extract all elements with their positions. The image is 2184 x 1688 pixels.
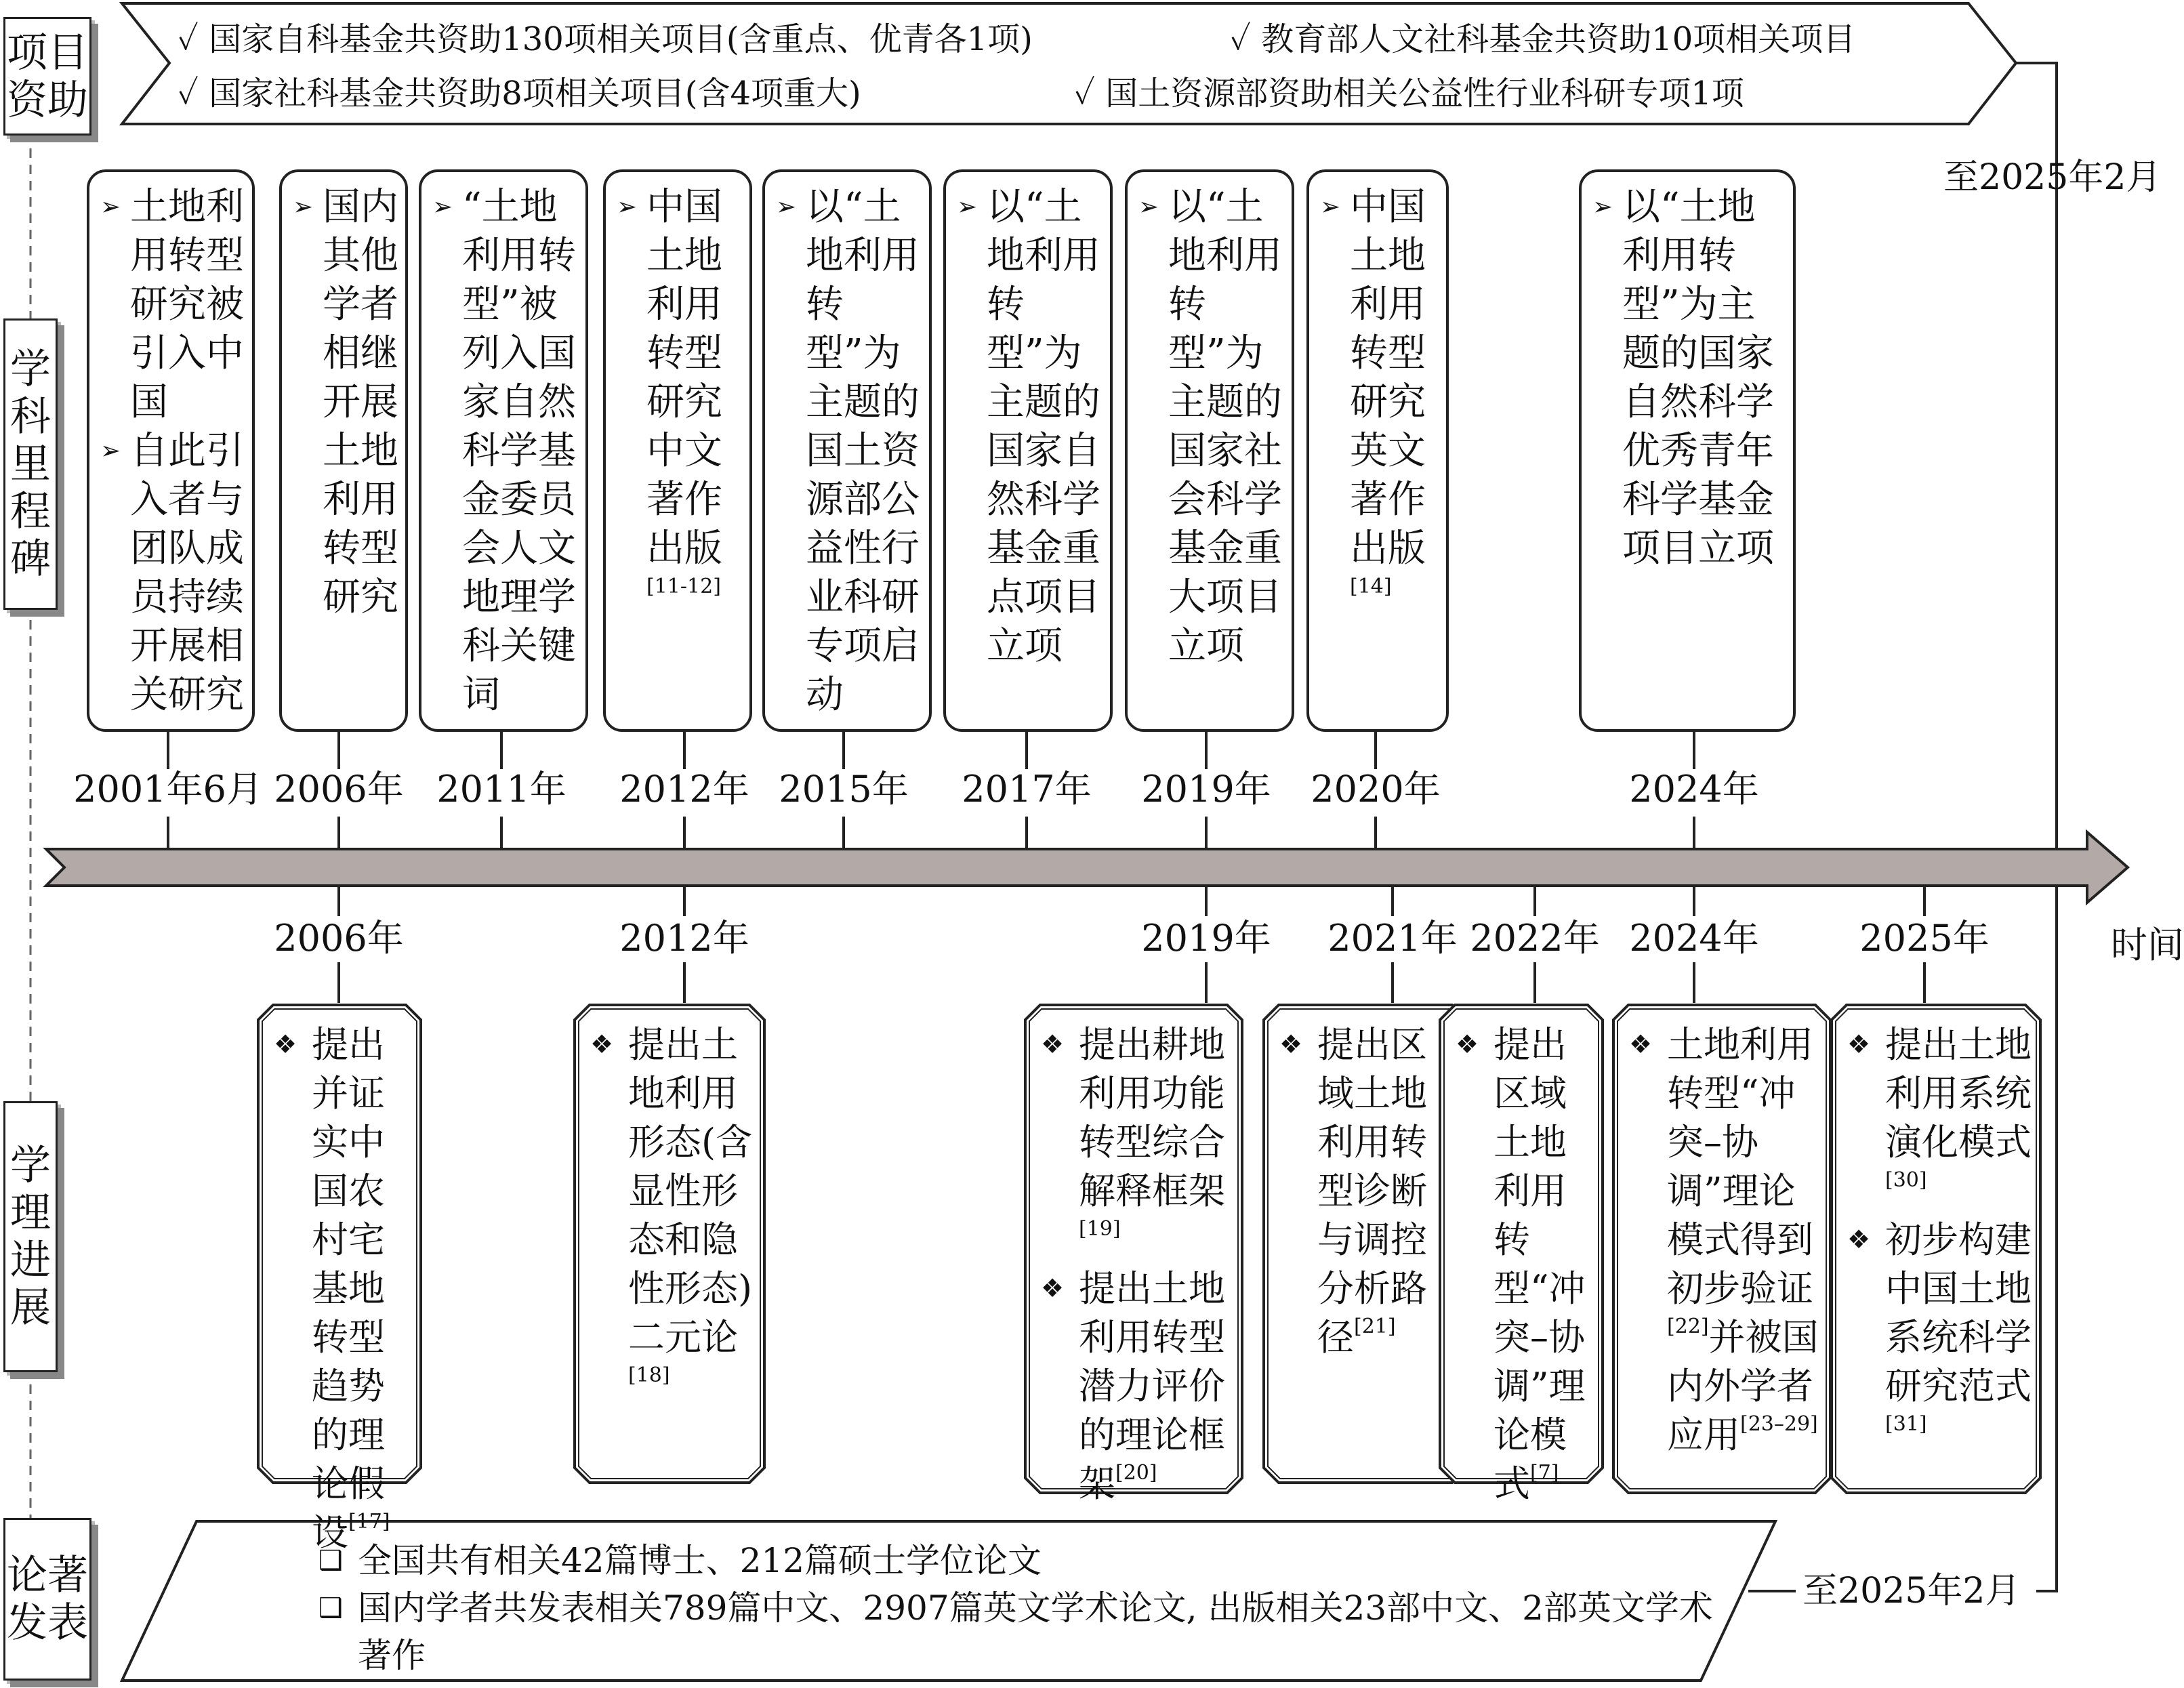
box-item-text [806, 183, 922, 720]
milestone-year: 2024年 [1629, 768, 1759, 810]
theory-year: 2022年 [1470, 917, 1600, 960]
pub-text: 全国共有相关42篇博士、212篇硕士学位论文 [358, 1541, 1042, 1580]
milestone-year: 2019年 [1141, 768, 1271, 810]
milestone-year: 2017年 [962, 768, 1092, 810]
theory-box [1438, 1003, 1601, 1505]
theory-year: 2019年 [1141, 917, 1271, 960]
box-item [100, 427, 245, 720]
item-text: 以“土地利用转型”为主题的国家自然科学基金重点项目立项 [987, 185, 1100, 668]
citation: [7] [1530, 1461, 1559, 1485]
item-text: 以“土地利用转型”为主题的国家自然科学优秀青年科学基金项目立项 [1622, 185, 1774, 571]
theory-box [1611, 1003, 1828, 1491]
box-item [100, 183, 245, 427]
theory-year: 2012年 [619, 917, 749, 960]
box-item [1279, 1021, 1458, 1362]
box-item [1320, 183, 1439, 622]
diamond-bullet-icon: ❖ [1847, 1224, 1871, 1254]
item-text: 提出耕地利用功能转型综合解释框架 [1079, 1023, 1225, 1212]
theory-box [1023, 1003, 1240, 1505]
funding-until: 至2025年2月 [1943, 157, 2162, 198]
pub-item [318, 1584, 1728, 1679]
timeline-arrow [46, 832, 2128, 903]
box-item [1847, 1021, 2032, 1216]
box-item-text [646, 183, 743, 622]
box-item [1592, 183, 1786, 573]
item-text: 中国土地利用转型研究英文著作出版 [1350, 185, 1426, 571]
item-text: 初步构建中国土地系统科学研究范式 [1885, 1218, 2032, 1407]
box-item-text [462, 183, 579, 720]
box-item [776, 183, 922, 720]
box-item-text [1885, 1216, 2032, 1460]
funding-text: 国土资源部资助相关公益性行业科研专项1项 [1105, 75, 1744, 112]
label-char: 学 [10, 1142, 51, 1189]
citation: [11-12] [646, 575, 721, 598]
milestone-year: 2001年6月 [73, 768, 263, 810]
label-char: 资助 [7, 76, 88, 124]
arrow-bullet-icon: ➢ [293, 193, 314, 221]
funding-item [1074, 73, 1744, 114]
box-item [1629, 1021, 1821, 1460]
diamond-bullet-icon: ❖ [1847, 1029, 1871, 1059]
diamond-bullet-icon: ❖ [1041, 1029, 1065, 1059]
milestone-year: 2011年 [436, 768, 566, 810]
box-item-text [1079, 1264, 1233, 1508]
milestone-year: 2012年 [619, 768, 749, 810]
section-label-funding [3, 17, 91, 136]
theory-year: 2024年 [1629, 917, 1759, 960]
milestone-box [419, 169, 588, 732]
item-text: 以“土地利用转型”为主题的国土资源部公益性行业科研专项启动 [806, 185, 920, 717]
milestone-box [1579, 169, 1796, 732]
check-icon: ✓ [178, 20, 209, 58]
axis-label: 时间 [2111, 924, 2184, 966]
milestone-year: 2020年 [1311, 768, 1441, 810]
citation: [30] [1885, 1168, 1927, 1192]
diamond-bullet-icon: ❖ [1629, 1029, 1653, 1059]
label-char: 项目 [7, 28, 88, 77]
item-text: 国内其他学者相继开展土地利用转型研究 [323, 185, 398, 619]
milestone-box [943, 169, 1113, 732]
milestone-box [762, 169, 932, 732]
square-bullet-icon: ❑ [318, 1592, 343, 1624]
box-item [274, 1021, 412, 1557]
box-item [293, 183, 398, 622]
theory-year: 2006年 [274, 917, 404, 960]
theory-year: 2025年 [1859, 917, 1990, 960]
theory-box [256, 1003, 419, 1554]
funding-item [178, 73, 861, 114]
funding-item [178, 19, 1033, 60]
item-text: 提出土地利用形态(含显性形态和隐性形态)二元论 [628, 1023, 753, 1359]
check-icon: ✓ [1230, 20, 1262, 58]
box-item-text [323, 183, 398, 622]
diamond-bullet-icon: ❖ [1456, 1029, 1479, 1059]
box-item-text [1885, 1021, 2032, 1216]
section-label-publications [3, 1518, 91, 1681]
box-item-text [1079, 1021, 1233, 1264]
citation: [20] [1115, 1461, 1157, 1485]
arrow-bullet-icon: ➢ [1138, 193, 1159, 221]
arrow-bullet-icon: ➢ [617, 193, 638, 221]
label-char: 里 [10, 440, 51, 488]
milestone-box [603, 169, 752, 732]
item-text: 以“土地利用转型”为主题的国家社会科学基金重大项目立项 [1168, 185, 1282, 668]
item-text: “土地利用转型”被列入国家自然科学基金委员会人文地理学科关键词 [462, 185, 576, 717]
box-item-text [1622, 183, 1786, 573]
milestone-box [1306, 169, 1449, 732]
box-item-text [1317, 1021, 1458, 1362]
box-item [1041, 1021, 1233, 1264]
milestone-box [87, 169, 255, 732]
arrow-bullet-icon: ➢ [1592, 193, 1613, 221]
check-icon: ✓ [1074, 75, 1106, 112]
item-text-tail: 并被国内外学者应用 [1667, 1316, 1819, 1456]
box-item-text [1350, 183, 1439, 622]
arrow-bullet-icon: ➢ [432, 193, 453, 221]
label-char: 发表 [7, 1599, 88, 1647]
label-char: 理 [10, 1189, 51, 1237]
citation: [14] [1350, 575, 1392, 598]
box-item [1041, 1264, 1233, 1508]
box-item-text [987, 183, 1103, 671]
box-item [432, 183, 579, 720]
item-text: 提出区域土地利用转型诊断与调控分析路径 [1317, 1023, 1427, 1359]
arrow-bullet-icon: ➢ [100, 437, 121, 465]
arrow-bullet-icon: ➢ [957, 193, 978, 221]
box-item [1138, 183, 1285, 671]
label-char: 展 [10, 1284, 51, 1332]
box-item [1847, 1216, 2032, 1460]
pub-text: 国内学者共发表相关789篇中文、2907篇英文学术论文, 出版相关23部中文、2部英文学术著作 [358, 1588, 1713, 1675]
diamond-bullet-icon: ❖ [590, 1029, 614, 1059]
box-item-text [1168, 183, 1285, 671]
citation: [23–29] [1740, 1412, 1818, 1436]
box-item-text [130, 427, 245, 720]
citation: [18] [628, 1363, 670, 1387]
citation: [21] [1354, 1315, 1396, 1338]
section-label-milestones [3, 318, 58, 610]
label-char: 碑 [10, 535, 51, 583]
citation: [19] [1079, 1217, 1121, 1241]
item-text: 提出土地利用系统演化模式 [1885, 1023, 2032, 1164]
box-item-text [312, 1021, 412, 1557]
theory-box [1262, 1003, 1465, 1481]
diamond-bullet-icon: ❖ [1041, 1273, 1065, 1303]
item-text: 提出土地利用转型潜力评价的理论框架 [1079, 1267, 1225, 1505]
funding-item [1230, 19, 1855, 60]
theory-box [1830, 1003, 2038, 1491]
item-text: 提出区域土地利用转型“冲突–协调”理论模式 [1493, 1023, 1586, 1505]
milestone-box [279, 169, 408, 732]
label-char: 论著 [7, 1552, 88, 1599]
citation: [17] [348, 1510, 390, 1533]
box-item [1456, 1021, 1594, 1508]
diamond-bullet-icon: ❖ [1279, 1029, 1303, 1059]
label-char: 科 [10, 393, 51, 440]
section-label-theory [3, 1101, 58, 1372]
milestone-year: 2015年 [779, 768, 909, 810]
citation: [31] [1885, 1412, 1927, 1436]
square-bullet-icon: ❑ [318, 1545, 343, 1576]
arrow-bullet-icon: ➢ [1320, 193, 1341, 221]
check-icon: ✓ [178, 75, 209, 112]
milestone-box [1125, 169, 1294, 732]
arrow-bullet-icon: ➢ [100, 193, 121, 221]
milestone-year: 2006年 [274, 768, 404, 810]
theory-year: 2021年 [1327, 917, 1458, 960]
box-item [617, 183, 743, 622]
theory-box [573, 1003, 762, 1481]
item-text: 土地利用转型研究被引入中国 [130, 185, 244, 424]
label-char: 学 [10, 346, 51, 393]
item-text: 中国土地利用转型研究中文著作出版 [646, 185, 722, 571]
arrow-bullet-icon: ➢ [776, 193, 797, 221]
funding-text: 教育部人文社科基金共资助10项相关项目 [1261, 20, 1856, 58]
label-char: 程 [10, 488, 51, 535]
box-item-text [628, 1021, 756, 1411]
funding-text: 国家社科基金共资助8项相关项目(含4项重大) [209, 75, 861, 112]
citation: [22] [1667, 1315, 1709, 1338]
box-item-text [1667, 1021, 1821, 1460]
funding-text: 国家自科基金共资助130项相关项目(含重点、优青各1项) [209, 20, 1033, 58]
item-text: 土地利用转型“冲突–协调”理论模式得到初步验证 [1667, 1023, 1813, 1310]
publications-list [318, 1537, 1728, 1679]
publications-until: 至2025年2月 [1802, 1571, 2021, 1611]
box-item-text [1493, 1021, 1594, 1508]
pub-item [318, 1537, 1728, 1584]
box-item-text [130, 183, 245, 427]
label-char: 进 [10, 1237, 51, 1284]
diamond-bullet-icon: ❖ [274, 1029, 297, 1059]
box-item [957, 183, 1103, 671]
box-item [590, 1021, 756, 1411]
item-text: 提出并证实中国农村宅基地转型趋势的理论假设 [312, 1023, 385, 1554]
item-text: 自此引入者与团队成员持续开展相关研究 [130, 429, 244, 717]
